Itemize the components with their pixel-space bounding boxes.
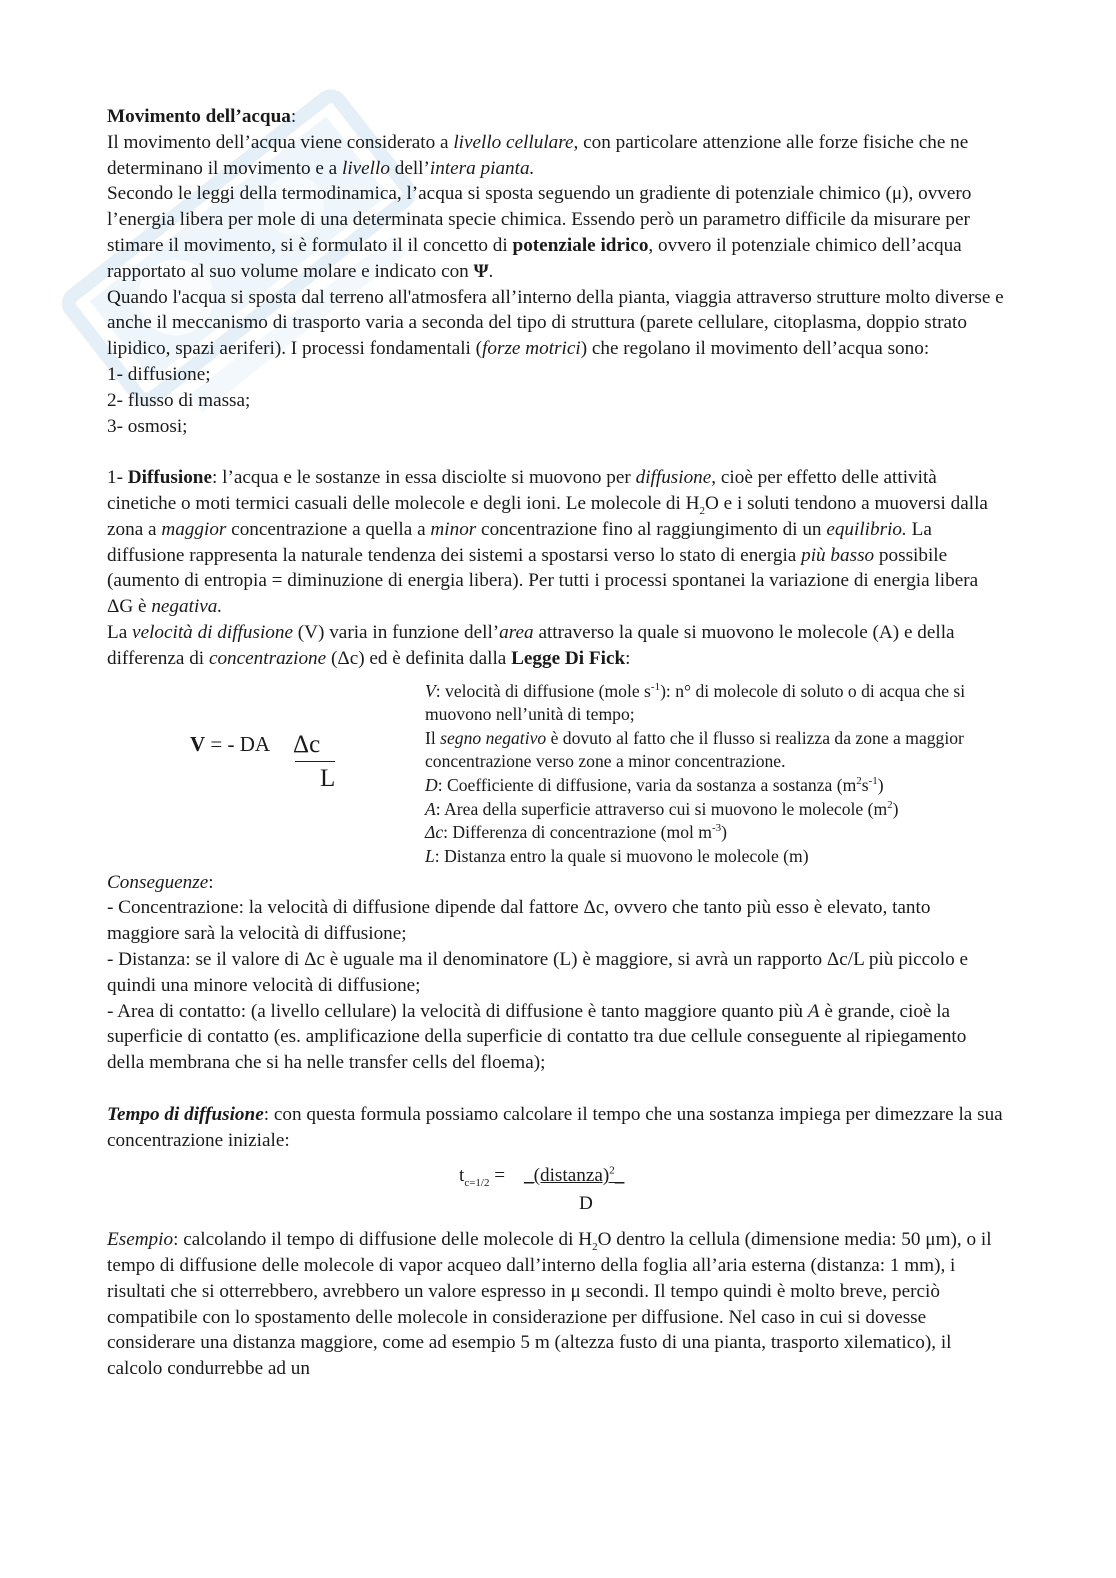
- diffusion-paragraph: 1- Diffusione: l’acqua e le sostanze in essa disciolte si muovono per diffusione, cioè per effetto delle attività cinetiche o moti termici casuali delle molecole e degli ioni. Le molecole di $H_2O$ e i soluti tendono a muoversi dalla zona a maggior concentrazione a quella a minor concentrazione fino al raggiungimento di un equilibrio. La diffusione rappresenta la naturale tendenza dei sistemi a spostarsi verso lo stato di energia più basso possibile (aumento di entropia = diminuzione di energia libera). Per tutti i processi spontanei la variazione di energia libera ΔG è negativa.: [107, 467, 988, 618]
- example-paragraph: Esempio: calcolando il tempo di diffusione delle molecole di $H_2O$ dentro la cellula (dimensione media: 50 μm), o il tempo di diffusione delle molecole di vapor acqueo dall’interno della foglia all’aria esterna (distanza: 1 mm), i risultati che si otterrebbero, avrebbero un valore espresso in μ secondi. Il tempo quindi è molto breve, perciò compatibile con lo spostamento delle molecole in considerazione per diffusione. Nel caso in cui si dovesse considerare una distanza maggiore, come ad esempio 5 m (altezza fusto di una pianta, trasporto xilematico), il calcolo condurrebbe ad un: [107, 1229, 992, 1380]
- consequence-item: - Distanza: se il valore di Δc è uguale ma il denominatore (L) è maggiore, si avrà un rapporto Δc/L più piccolo e quindi una minore velocità di diffusione;: [107, 948, 968, 996]
- fraction-line: [295, 761, 335, 762]
- fick-definitions: [425, 680, 1007, 870]
- fick-law-block: [107, 680, 1007, 870]
- fick-denominator: L: [320, 764, 336, 792]
- time-formula: $t_{c=1/2}$ = _(distanza)$^2$_ D: [107, 1157, 1007, 1227]
- velocity-paragraph: La velocità di diffusione (V) varia in funzione dell’area attraverso la quale si muovono le molecole (A) e della differenza di concentrazione (Δc) ed è definita dalla Legge Di Fick:: [107, 621, 955, 669]
- section-heading: Movimento dell’acqua: [107, 106, 291, 127]
- list-item: 2- flusso di massa;: [107, 389, 251, 411]
- time-denominator: D: [579, 1193, 593, 1215]
- time-paragraph: Tempo di diffusione: con questa formula possiamo calcolare il tempo che una sostanza impiega per dimezzare la sua concentrazione iniziale:: [107, 1103, 1003, 1151]
- consequence-item: - Area di contatto: (a livello cellulare) la velocità di diffusione è tanto maggiore quanto più A è grande, cioè la superficie di contatto (es. amplificazione della superficie di contatto tra due cellule conseguente al ripiegamento della membrana che si ha nelle transfer cells del floema);: [107, 1000, 967, 1074]
- definition-d: D: Coefficiente di diffusione, varia da sostanza a sostanza $(m^2s^{-1})$: [425, 774, 884, 795]
- consequences-heading: Conseguenze:: [107, 871, 214, 893]
- thermodynamics-paragraph: Secondo le leggi della termodinamica, l’acqua si sposta seguendo un gradiente di potenziale chimico (μ), ovvero l’energia libera per mole di una determinata specie chimica. Essendo però un parametro difficile da misurare per stimare il movimento, si è formulato il il concetto di potenziale idrico, ovvero il potenziale chimico dell’acqua rapportato al suo volume molare e indicato con Ψ.: [107, 183, 972, 282]
- consequence-item: - Concentrazione: la velocità di diffusione dipende dal fattore Δc, ovvero che tanto più esso è elevato, tanto maggiore sarà la velocità di diffusione;: [107, 897, 931, 945]
- intro-paragraph: Movimento dell’acqua: Il movimento dell’acqua viene considerato a livello cellulare, con particolare attenzione alle forze fisiche che ne determinano il movimento e a livello dell’intera pianta.: [107, 106, 969, 179]
- definition-l: L: Distanza entro la quale si muovono le molecole (m): [425, 845, 809, 866]
- list-item: 1- diffusione;: [107, 363, 211, 385]
- definition-v: V: velocità di diffusione (mole $s^{-1}$): n° di molecole di soluto o di acqua che si muovono nell’unità di tempo;: [425, 680, 966, 725]
- definition-a: A: Area della superficie attraverso cui si muovono le molecole $(m^2)$: [425, 798, 899, 819]
- fick-numerator: Δc: [293, 730, 321, 758]
- transport-paragraph: Quando l'acqua si sposta dal terreno all'atmosfera all’interno della pianta, viaggia attraverso strutture molto diverse e anche il meccanismo di trasporto varia a seconda del tipo di struttura (parete cellulare, citoplasma, doppio strato lipidico, spazi aeriferi). I processi fondamentali (forze motrici) che regolano il movimento dell’acqua sono:: [107, 286, 1004, 360]
- time-numerator: _(distanza)$^2$_: [524, 1164, 625, 1187]
- list-item: 3- osmosi;: [107, 415, 188, 437]
- definition-dc: Δc: Differenza di concentrazione (mol $m^{-3}$): [425, 822, 728, 843]
- fick-formula: V = - DA Δc L: [190, 730, 336, 792]
- definition-sign: Il segno negativo è dovuto al fatto che il flusso si realizza da zone a maggior concentrazione verso zone a minor concentrazione.: [425, 727, 964, 772]
- document-page: [107, 104, 1007, 1382]
